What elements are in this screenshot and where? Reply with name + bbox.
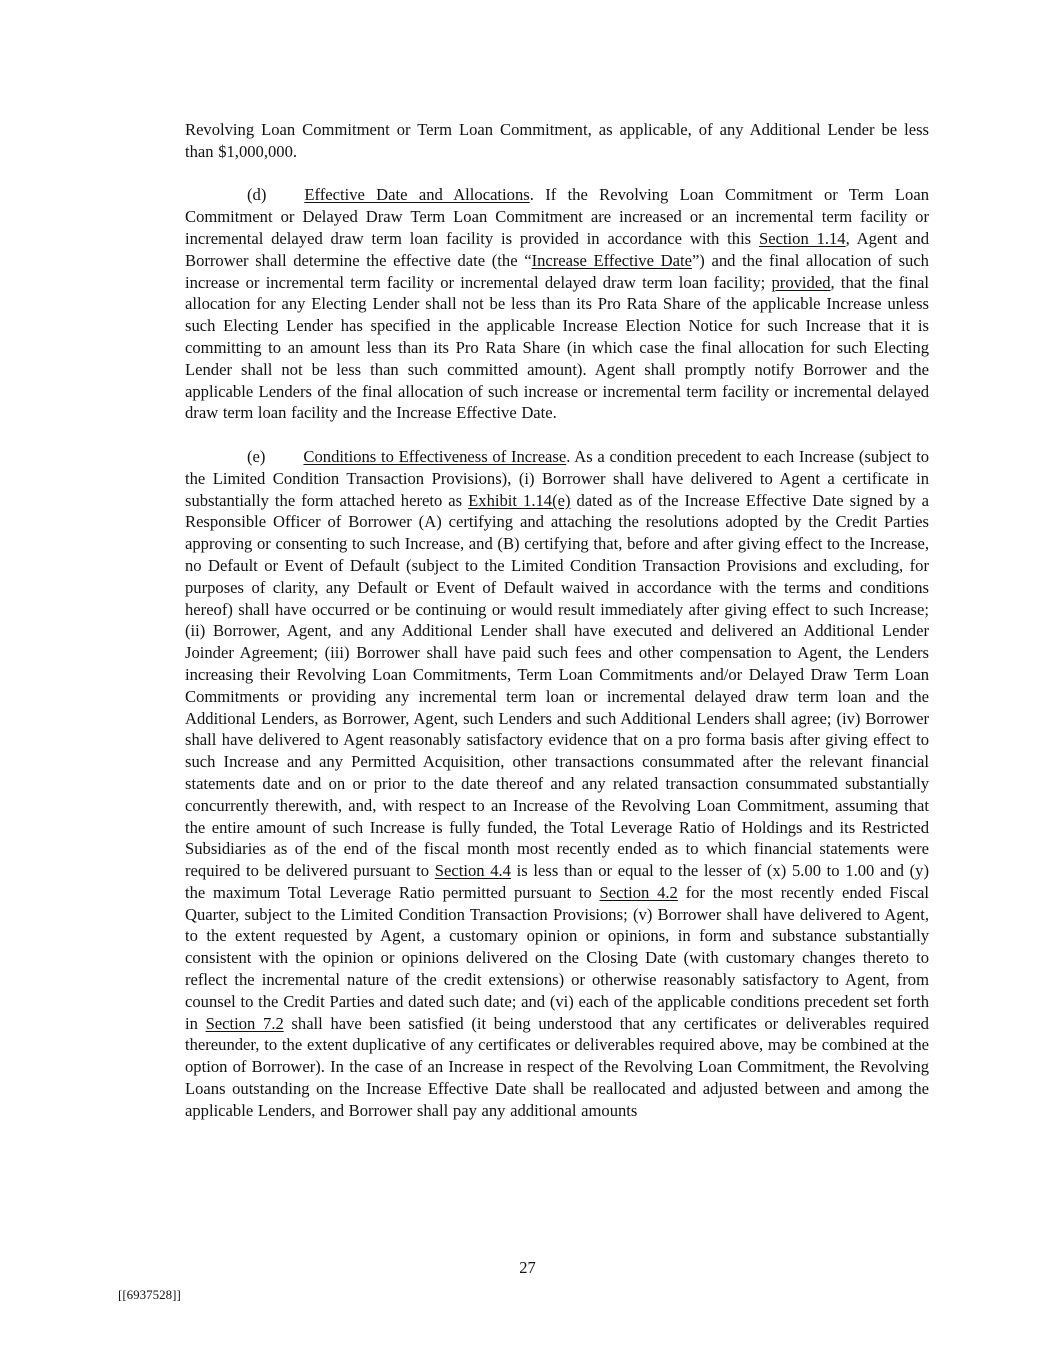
document-body (185, 119, 929, 1122)
body-run: Revolving Loan Commitment or Term Loan Commitment, as applicable, of any Additional Lender be less than $1,000,000. (185, 120, 929, 161)
cross-reference: Exhibit 1.14(e) (468, 490, 571, 510)
body-run: . As a condition precedent to each Increase (subject to the Limited Condition Transaction Provisions), (i) Borrower shall have delivered to Agent a certificate in substantially the form attached hereto as (185, 446, 929, 510)
body-run: dated as of the Increase Effective Date signed by a Responsible Officer of Borrower (A) certifying and attaching the resolutions adopted by the Credit Parties approving or consenting to such Increase, and (B) certifying that, before and after giving effect to the Increase, no Default or Event of Default (subject to the Limited Condition Transaction Provisions and excluding, for purposes of clarity, any Default or Event of Default waived in accordance with the terms and conditions hereof) shall have occurred or be continuing or would result immediately after giving effect to such Increase; (ii) Borrower, Agent, and any Additional Lender shall have executed and delivered an Additional Lender Joinder Agreement; (iii) Borrower shall have paid such fees and other compensation to Agent, the Lenders increasing their Revolving Loan Commitments, Term Loan Commitments and/or Delayed Draw Term Loan Commitments or providing any incremental term loan or incremental delayed draw term loan and the Additional Lenders, as Borrower, Agent, such Lenders and such Additional Lenders shall agree; (iv) Borrower shall have delivered to Agent reasonably satisfactory evidence that on a pro forma basis after giving effect to such Increase and any Permitted Acquisition, other transactions consummated after the relevant financial statements date and on or prior to the date thereof and any related transaction consummated substantially concurrently therewith, and, with respect to an Increase of the Revolving Loan Commitment, assuming that the entire amount of such Increase is fully funded, the Total Leverage Ratio of Holdings and its Restricted Subsidiaries as of the end of the fiscal month most recently ended as to which financial statements were required to be delivered pursuant to (185, 490, 929, 881)
body-run: is less than or equal to the lesser of (x) 5.00 to 1.00 and (y) the maximum Total Leverage Ratio permitted pursuant to (185, 861, 929, 902)
page-number: 27 (519, 1258, 536, 1277)
body-run: . If the Revolving Loan Commitment or Term Loan Commitment or Delayed Draw Term Loan Commitment are increased or an incremental term facility or incremental delayed draw term loan facility is provided in accordance with this (185, 185, 929, 248)
cross-reference: Section 4.2 (599, 882, 678, 902)
defined-term: Increase Effective Date (531, 250, 692, 270)
heading-run: Conditions to Effectiveness of Increase (303, 446, 567, 466)
body-run: for the most recently ended Fiscal Quarter, subject to the Limited Condition Transaction Provisions; (v) Borrower shall have delivered to Agent, to the extent requested by Agent, a customary opinion or opinions, in form and substance substantially consistent with the opinion or opinions delivered on the Closing Date (with customary changes thereto to reflect the incremental nature of the credit extensions) or otherwise reasonably satisfactory to Agent, from counsel to the Credit Parties and dated such date; and (vi) each of the applicable conditions precedent set forth in (185, 882, 929, 1033)
document-id-stamp: [[6937528]] (118, 1287, 181, 1302)
body-run: , Agent and Borrower shall determine the effective date (the “ (185, 228, 929, 270)
paragraph-e (185, 446, 929, 1122)
paragraph-d (185, 184, 929, 424)
paragraph-label: (e) (247, 446, 266, 466)
cross-reference: Section 1.14 (758, 228, 846, 248)
heading-run: Effective Date and Allocations (304, 185, 530, 205)
paragraph-label: (d) (247, 185, 267, 205)
proviso-term: provided (771, 272, 831, 292)
body-run: ”) and the final allocation of such increase or incremental term facility or incremental delayed draw term loan facility; (185, 250, 929, 292)
body-run: , that the final allocation for any Electing Lender shall not be less than its Pro Rata Share of the applicable Increase unless such Electing Lender has specified in the applicable Increase Election Notice for such Increase that it is committing to an amount less than its Pro Rata Share (in which case the final allocation for such Electing Lender shall not be less than such committed amount). Agent shall promptly notify Borrower and the applicable Lenders of the final allocation of such increase or incremental term facility or incremental delayed draw term loan facility and the Increase Effective Date. (185, 272, 929, 423)
cross-reference: Section 4.4 (434, 861, 511, 881)
body-run: shall have been satisfied (it being understood that any certificates or deliverables required thereunder, to the extent duplicative of any certificates or deliverables required above, may be combined at the option of Borrower). In the case of an Increase in respect of the Revolving Loan Commitment, the Revolving Loans outstanding on the Increase Effective Date shall be reallocated and adjusted between and among the applicable Lenders, and Borrower shall pay any additional amounts (185, 1013, 929, 1120)
cross-reference: Section 7.2 (205, 1013, 284, 1033)
paragraph-continuation (185, 119, 929, 163)
